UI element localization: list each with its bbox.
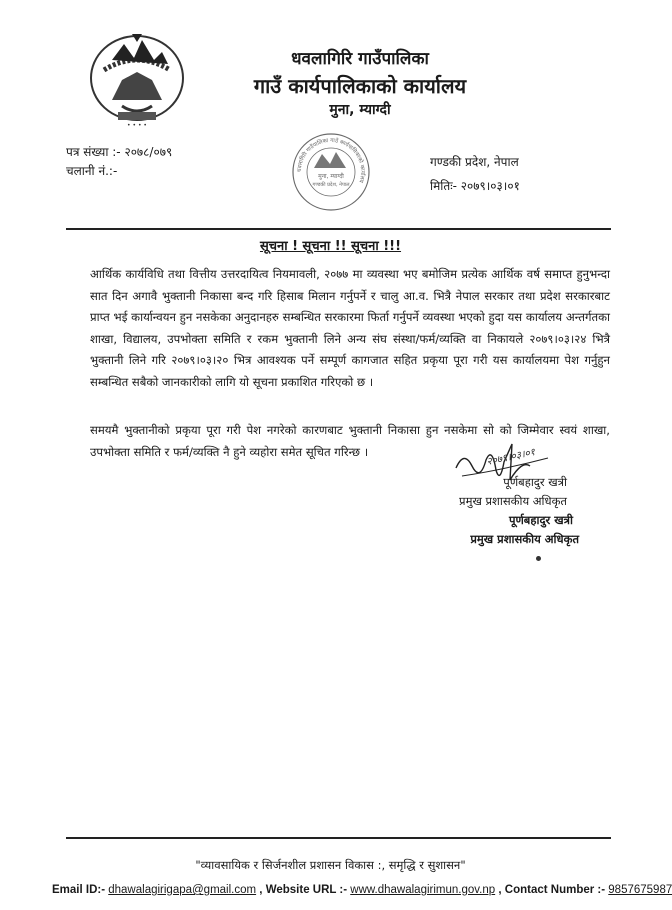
ink-dot [536, 556, 541, 561]
notice-paragraph-2: समयमै भुक्तानीको प्रकृया पूरा गरी पेश नगरेको कारणबाट भुक्तानी निकासा हुन नसकेमा सो को जिम्मेवार स्वयं शाखा, उपभोक्ता समिति र फर्म/व्यक्ति नै हुने व्यहोरा समेत सूचित गरिन्छ । [90, 423, 610, 459]
notice-heading: सूचना ! सूचना !! सूचना !!! [259, 239, 402, 254]
footer-slogan: "व्यावसायिक र सिर्जनशील प्रशासन विकास :, समृद्धि र सुशासन" [195, 858, 466, 872]
office-seal-icon [290, 128, 372, 216]
dispatch-number: चलानी नं.:- [66, 164, 118, 178]
signatory-name: पूर्णबहादुर खत्री [503, 475, 567, 489]
contact-line: Email ID:- dhawalagirigapa@gmail.com , Website URL :- www.dhawalagirimun.gov.np , Contact Number :- 9857675987 [52, 884, 672, 896]
organization-name: धवलागिरि गाउँपालिका [291, 49, 429, 69]
website-label: Website URL :- [265, 884, 348, 896]
email-link[interactable]: dhawalagirigapa@gmail.com [108, 884, 257, 896]
signature-date: २०७९।०३।०१ [485, 446, 537, 468]
province: गण्डकी प्रदेश, नेपाल [430, 155, 519, 169]
footer-divider [66, 837, 611, 839]
letter-date: मितिः- २०७९।०३।०१ [430, 179, 520, 193]
signatory-title: प्रमुख प्रशासकीय अधिकृत [459, 494, 567, 508]
stamp-signatory-title: प्रमुख प्रशासकीय अधिकृत [470, 532, 579, 546]
svg-text:मुना, म्याग्दी: मुना, म्याग्दी [318, 173, 344, 180]
contact-label: Contact Number :- [504, 884, 606, 896]
notice-paragraph-1: आर्थिक कार्यविधि तथा वित्तीय उत्तरदायित्व नियमावली, २०७७ मा व्यवस्था भए बमोजिम प्रत्येक आर्थिक वर्ष समाप्त हुनुभन्दा सात दिन अगावै भुक्तानी निकासा बन्द गरि हिसाब मिलान गर्नुपर्ने र चालु आ.व. भित्रै नेपाल सरकार तथा प्रदेश सरकारबाट प्राप्त भई कार्यान्वयन हुन नसकेका अनुदानहरु सम्बन्धित सरकारमा फिर्ता गर्नुपर्ने व्यवस्था भएको हुदा यस कार्यालय अन्तर्गतका शाखा, विद्यालय, उपभोक्ता समिति र रकम भुक्तानी लिने अन्य संघ संस्था/फर्म/व्यक्ति वा निकायले २०७९।०३।२४ भित्रै भुक्तानी लिने गरि २०७९।०३।२० भित्र आवश्यक पर्ने सम्पूर्ण कागजात सहित प्रकृया पूरा गरी यस कार्यालयमा पेश गर्नुहुन सम्बन्धित सबैको जानकारीको लागि यो सूचना प्रकाशित गरिएको छ । [90, 267, 610, 389]
svg-text:गण्डकी प्रदेश, नेपाल: गण्डकी प्रदेश, नेपाल [312, 182, 350, 188]
contact-number[interactable]: 9857675987 [608, 884, 672, 896]
svg-text:• • • •: • • • • [127, 122, 147, 129]
website-link[interactable]: www.dhawalagirimun.gov.np [350, 884, 496, 896]
email-label: Email ID:- [52, 884, 106, 896]
header-divider [66, 228, 611, 230]
svg-text:धवलागिरि गाउँपालिका गाउँ कार्य: धवलागिरि गाउँपालिका गाउँ कार्यपालिकाको कार्यालय [296, 137, 366, 184]
reference-number: पत्र संख्या :- २०७८/०७९ [66, 145, 173, 159]
office-title: गाउँ कार्यपालिकाको कार्यालय [253, 74, 467, 98]
stamp-signatory-name: पूर्णबहादुर खत्री [508, 513, 573, 527]
office-location: मुना, म्याग्दी [329, 102, 391, 118]
